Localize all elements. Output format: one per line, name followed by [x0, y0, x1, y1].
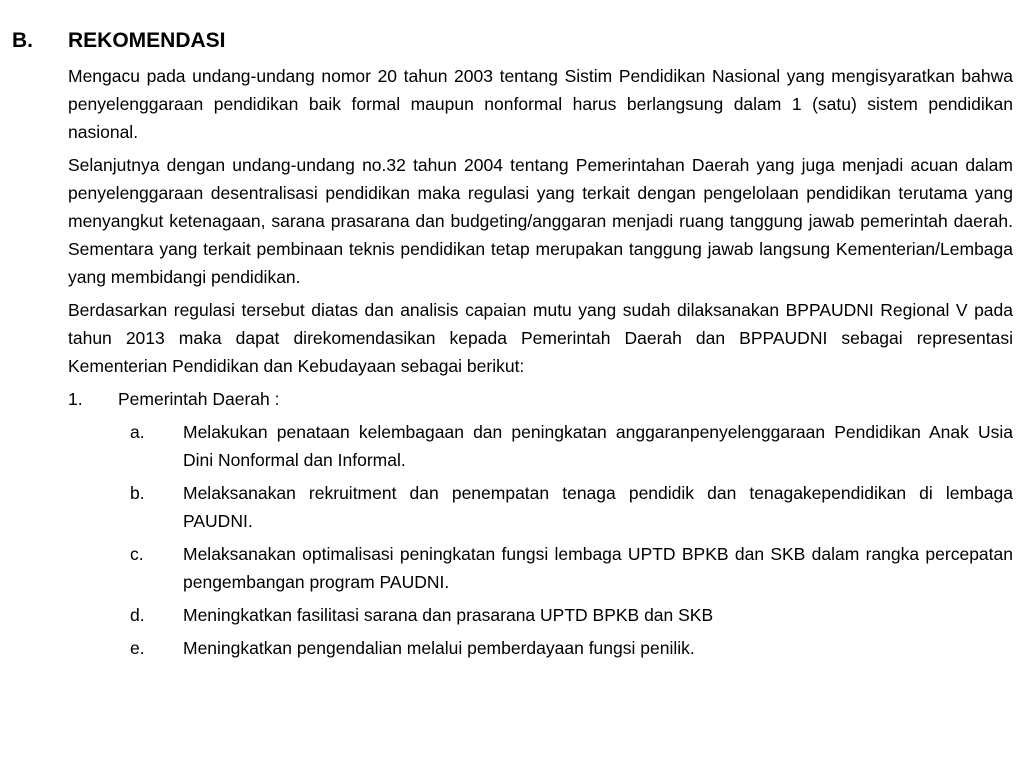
section-body: [68, 62, 1013, 667]
numbered-item-label: Pemerintah Daerah :: [118, 389, 280, 409]
list-item-text: Meningkatkan fasilitasi sarana dan prasarana UPTD BPKB dan SKB: [183, 605, 714, 625]
list-item-text: Melaksanakan rekruitment dan penempatan tenaga pendidik dan tenagakependidikan di lembaga PAUDNI.: [183, 483, 1013, 531]
list-item: [68, 540, 1013, 596]
numbered-item-local-government: [68, 385, 1013, 413]
section-title: REKOMENDASI: [68, 29, 226, 52]
list-item-letter: b.: [130, 483, 145, 503]
list-item-letter: c.: [130, 544, 144, 564]
list-item-text: Melakukan penataan kelembagaan dan peningkatan anggaranpenyelenggaraan Pendidikan Anak Usia Dini Nonformal dan Informal.: [183, 422, 1013, 470]
numbered-item-number: 1.: [68, 389, 83, 409]
list-item: [68, 479, 1013, 535]
list-item: [68, 418, 1013, 474]
list-item-text: Meningkatkan pengendalian melalui pemberdayaan fungsi penilik.: [183, 638, 695, 658]
paragraph-recommendation-intro: Berdasarkan regulasi tersebut diatas dan analisis capaian mutu yang sudah dilaksanakan BPPAUDNI Regional V pada tahun 2013 maka dapat direkomendasikan kepada Pemerintah Daerah dan BPPAUDNI sebagai representasi Kementerian Pendidikan dan Kebudayaan sebagai berikut:: [68, 300, 1013, 376]
section-heading: [12, 27, 226, 55]
paragraph-regional-autonomy: Selanjutnya dengan undang-undang no.32 tahun 2004 tentang Pemerintahan Daerah yang juga menjadi acuan dalam penyelenggaraan desentralisasi pendidikan maka regulasi yang terkait dengan pengelolaan pendidikan terutama yang menyangkut ketenagaan, sarana prasarana dan budgeting/anggaran menjadi ruang tanggung jawab pemerintah daerah. Sementara yang terkait pembinaan teknis pendidikan tetap merupakan tanggung jawab langsung Kementerian/Lembaga yang membidangi pendidikan.: [68, 155, 1013, 287]
list-item: [68, 601, 1013, 629]
list-item-letter: a.: [130, 422, 145, 442]
section-number: B.: [12, 29, 33, 52]
list-item-text: Melaksanakan optimalisasi peningkatan fungsi lembaga UPTD BPKB dan SKB dalam rangka percepatan pengembangan program PAUDNI.: [183, 544, 1013, 592]
list-item: [68, 634, 1013, 662]
list-item-letter: e.: [130, 638, 145, 658]
list-item-letter: d.: [130, 605, 145, 625]
paragraph-legal-basis: Mengacu pada undang-undang nomor 20 tahun 2003 tentang Sistim Pendidikan Nasional yang mengisyaratkan bahwa penyelenggaraan pendidikan baik formal maupun nonformal harus berlangsung dalam 1 (satu) sistem pendidikan nasional.: [68, 66, 1013, 142]
recommendation-list: [68, 418, 1013, 662]
